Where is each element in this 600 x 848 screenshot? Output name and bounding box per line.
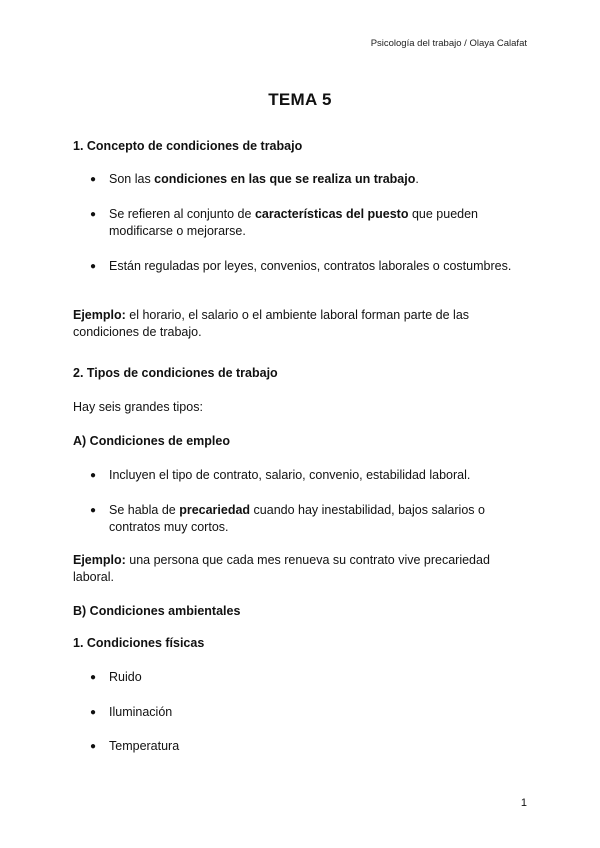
bullet-icon: ● xyxy=(90,672,97,683)
bullet-icon: ● xyxy=(90,261,97,272)
bullet-icon: ● xyxy=(90,707,97,718)
list-item-text: Se refieren al conjunto de características del puesto que pueden modificarse o mejorarse. xyxy=(109,207,478,238)
intro-paragraph: Hay seis grandes tipos: xyxy=(73,400,203,414)
list-item-text: Temperatura xyxy=(109,739,180,753)
bullet-icon: ● xyxy=(90,209,97,220)
list-item-text: Se habla de precariedad cuando hay inestabilidad, bajos salarios o contratos muy cortos. xyxy=(109,503,485,534)
bullet-icon: ● xyxy=(90,174,97,185)
page-title: TEMA 5 xyxy=(268,90,332,109)
bullet-icon: ● xyxy=(90,741,97,752)
bullet-icon: ● xyxy=(90,470,97,481)
section-b-heading: B) Condiciones ambientales xyxy=(73,604,241,618)
bullet-icon: ● xyxy=(90,505,97,516)
example-paragraph: Ejemplo: una persona que cada mes renueva su contrato vive precariedad laboral. xyxy=(73,553,490,584)
list-item-text: Incluyen el tipo de contrato, salario, convenio, estabilidad laboral. xyxy=(109,468,471,482)
list-item-text: Están reguladas por leyes, convenios, contratos laborales o costumbres. xyxy=(109,259,512,273)
page-number: 1 xyxy=(520,797,527,809)
list-item-text: Ruido xyxy=(109,670,142,684)
page-header: Psicología del trabajo / Olaya Calafat xyxy=(370,38,527,49)
section-a-heading: A) Condiciones de empleo xyxy=(73,434,230,448)
section-1-heading: 1. Concepto de condiciones de trabajo xyxy=(73,139,303,153)
list-item-text: Iluminación xyxy=(109,705,173,719)
list-item-text: Son las condiciones en las que se realiza un trabajo. xyxy=(109,172,419,186)
subsection-heading: 1. Condiciones físicas xyxy=(73,636,205,650)
example-paragraph: Ejemplo: el horario, el salario o el ambiente laboral forman parte de las condiciones de trabajo. xyxy=(73,308,470,339)
section-2-heading: 2. Tipos de condiciones de trabajo xyxy=(73,366,278,380)
